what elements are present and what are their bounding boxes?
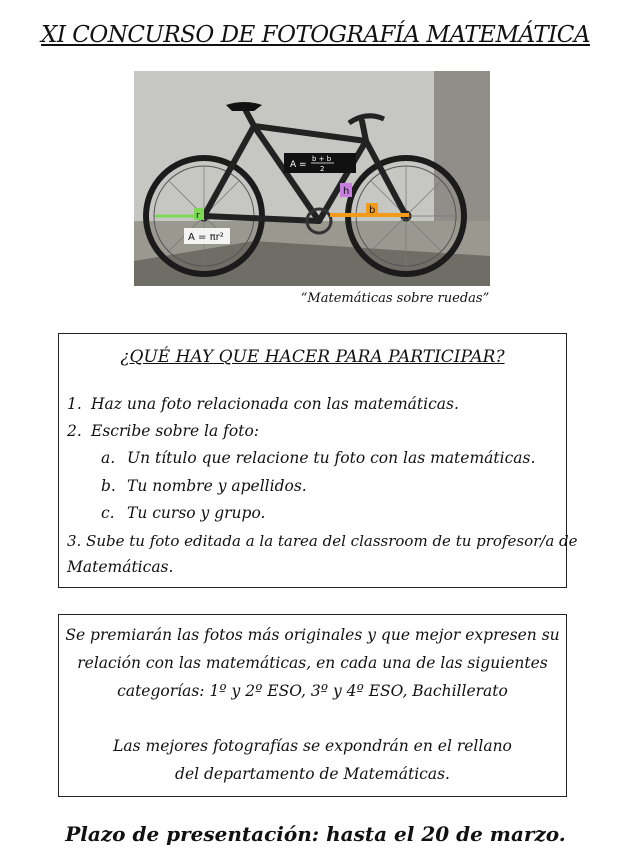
trapezoid-formula-prefix: A = [290,160,307,170]
deadline-text: Plazo de presentación: hasta el 20 de marzo. [65,822,566,846]
substep-c [101,504,265,522]
contest-title: XI CONCURSO DE FOTOGRAFÍA MATEMÁTICA [41,22,590,48]
instructions-heading: ¿QUÉ HAY QUE HACER PARA PARTICIPAR? [120,347,505,367]
substep-b [101,477,307,495]
step-2 [67,422,259,440]
step-text: Escribe sobre la foto: [91,422,260,440]
prizes-line-3: categorías: 1º y 2º ESO, 3º y 4º ESO, Bachillerato [117,682,508,700]
substep-text: Tu curso y grupo. [127,504,266,522]
step-number: 2. [67,422,82,440]
exhibition-line-2: del departamento de Matemáticas. [175,765,450,783]
step-3-line-1: 3. Sube tu foto editada a la tarea del classroom de tu profesor/a de [67,532,578,550]
exhibition-line-1: Las mejores fotografías se expondrán en el rellano [113,737,512,755]
substep-letter: c. [101,504,115,522]
instructions-box [58,333,578,588]
substep-a [101,449,535,467]
trapezoid-formula-denominator: 2 [320,165,325,173]
bicycle-illustration [134,71,490,286]
circle-formula: A = πr² [188,232,224,243]
step-text: Haz una foto relacionada con las matemáticas. [91,395,459,413]
prizes-box [58,614,567,797]
substep-text: Un título que relacione tu foto con las matemáticas. [127,449,536,467]
trapezoid-formula-numerator: b + b [312,155,332,163]
substep-text: Tu nombre y apellidos. [127,477,307,495]
h-label: h [343,186,350,197]
prizes-line-1: Se premiarán las fotos más originales y que mejor expresen su [65,626,560,644]
bicycle-photo [134,71,490,286]
r-label: r [196,211,200,221]
step-1 [67,395,459,413]
b-label: b [369,205,376,216]
photo-caption: “Matemáticas sobre ruedas” [300,291,490,306]
step-number: 1. [67,395,82,413]
prizes-line-2: relación con las matemáticas, en cada una de las siguientes [77,654,548,672]
substep-letter: b. [101,477,116,495]
step-3-line-2: Matemáticas. [67,558,174,576]
substep-letter: a. [101,449,116,467]
